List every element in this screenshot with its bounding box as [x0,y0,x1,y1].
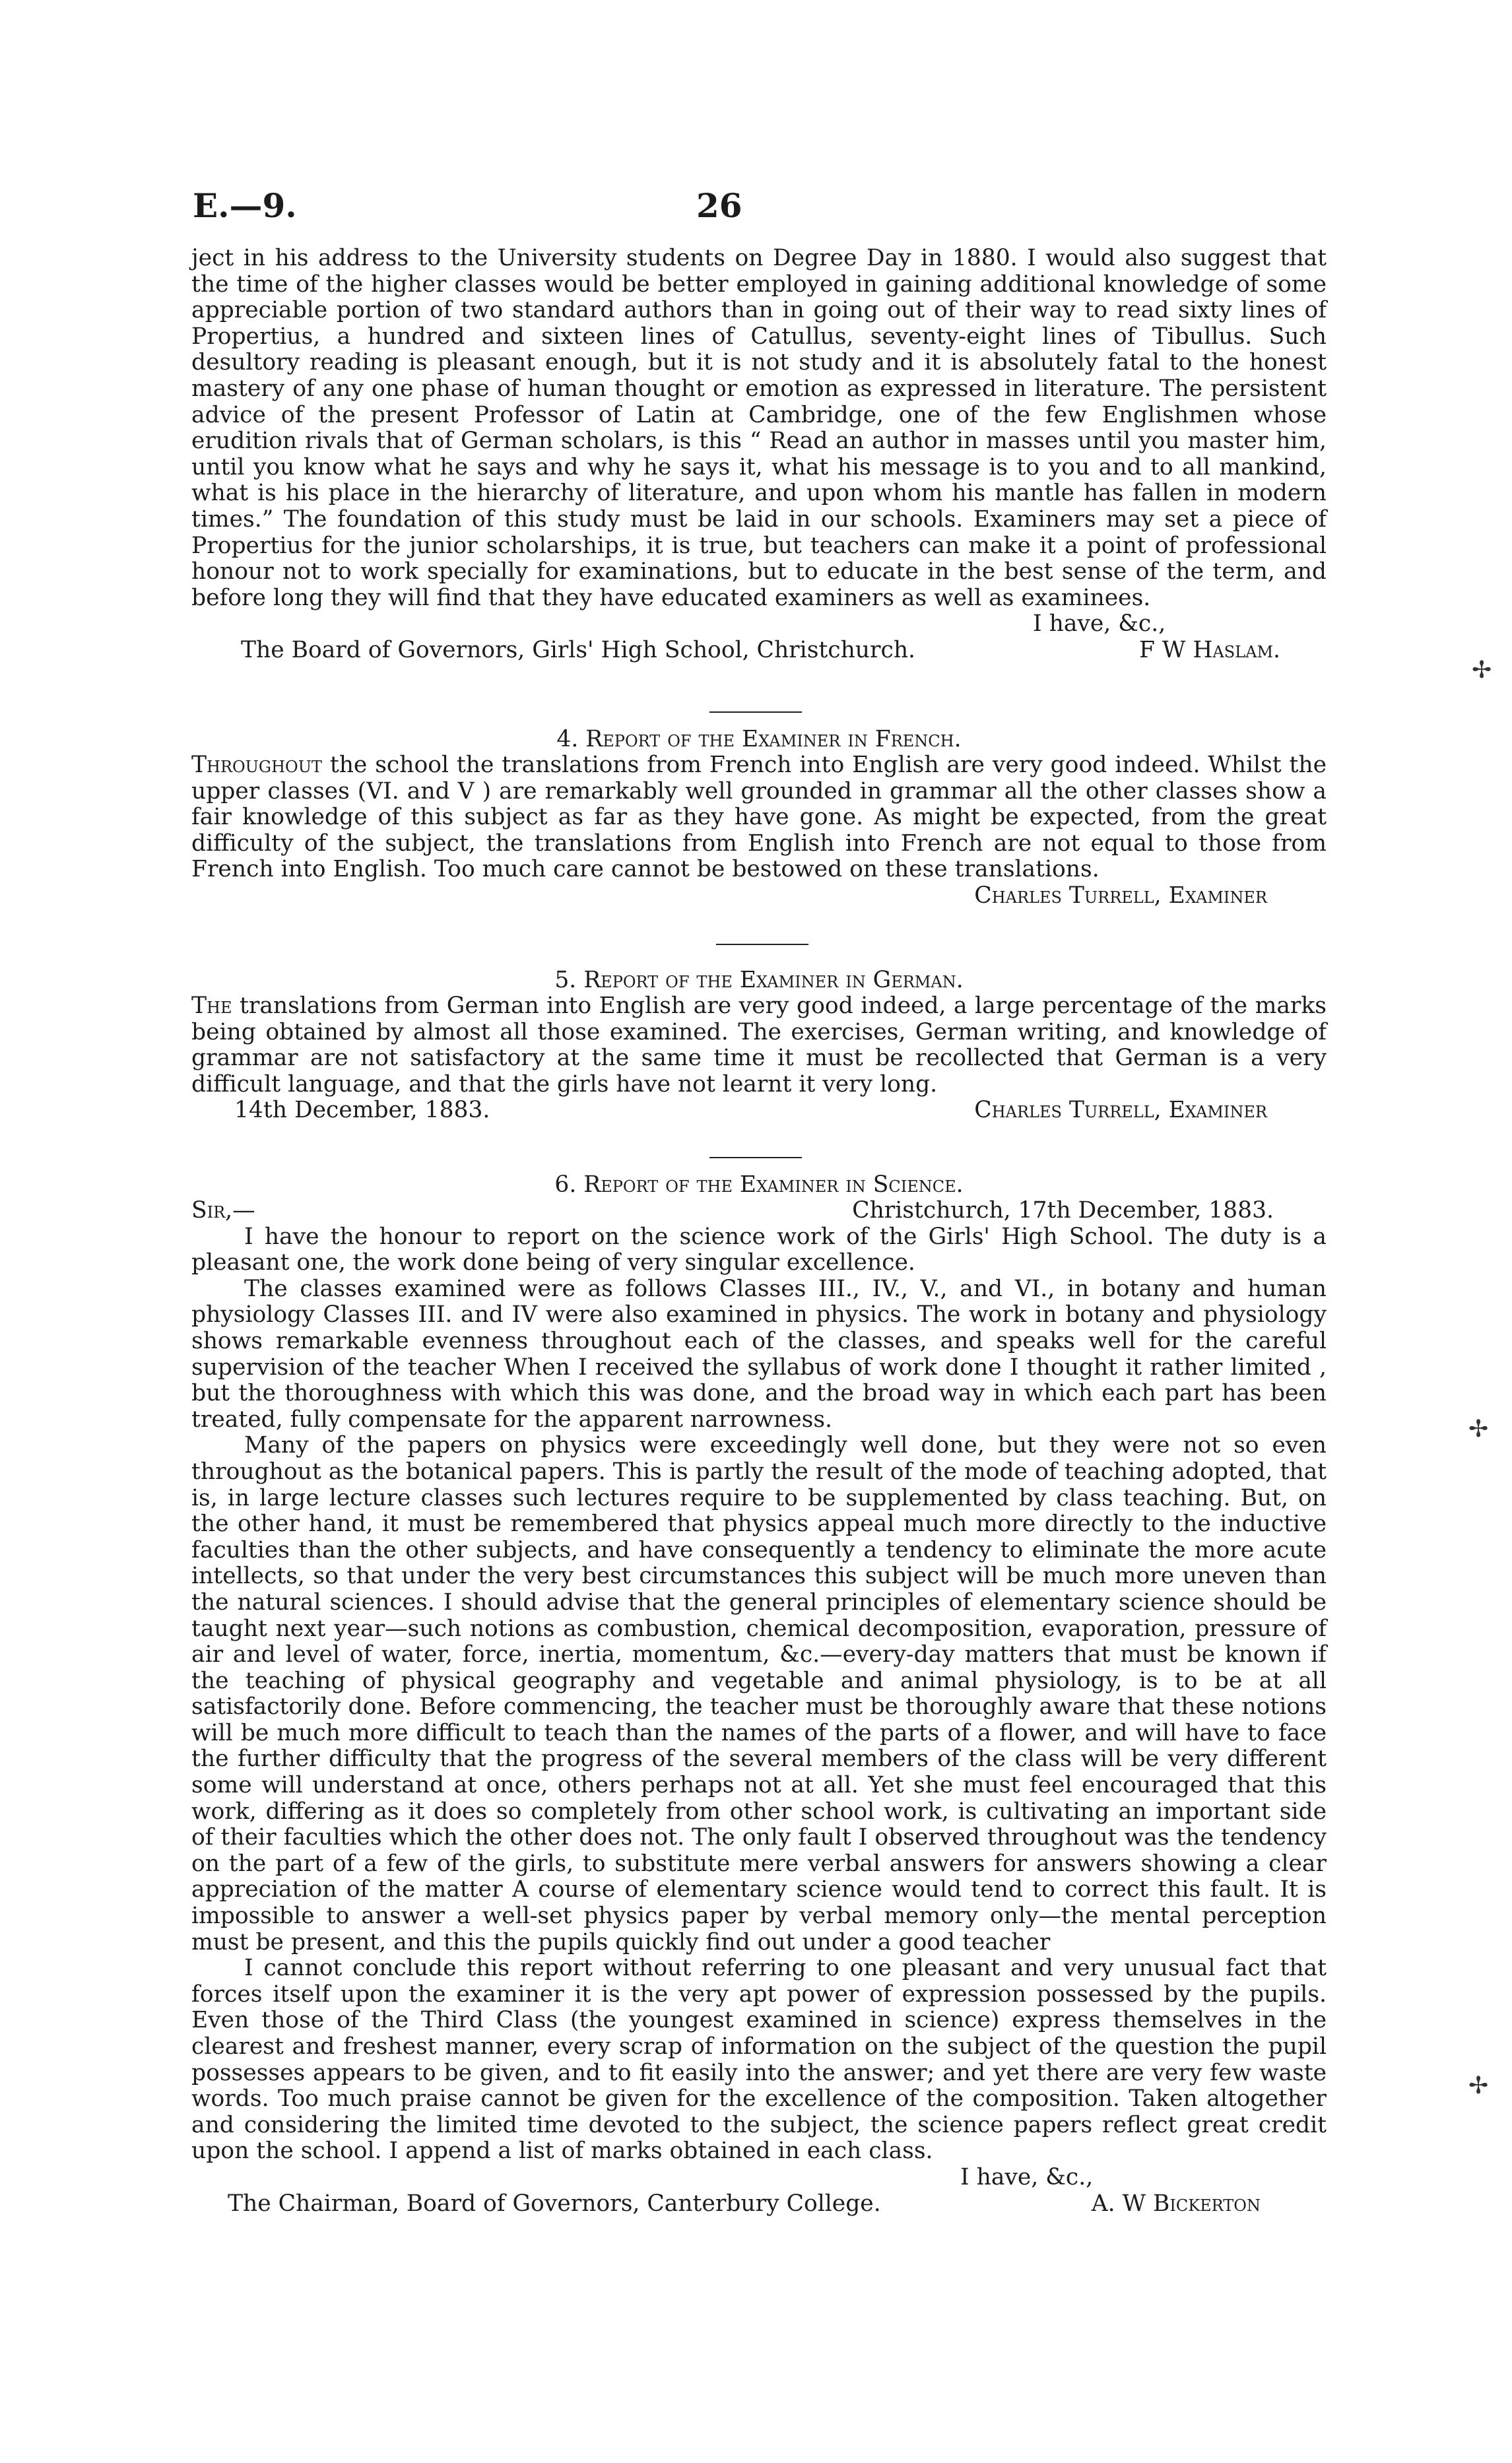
german-heading: 5. Report of the Examiner in German. [554,967,964,993]
science-paragraph-4: I cannot conclude this report without referring to one pleasant and very unusual fact that forces itself upon the examiner it is the very apt power of expression possessed by the pupils. Even those of the Third Class (the youngest examined in science) express themselves in the clearest and freshest manner, every scrap of information on the subject of the question the pupil possesses appears to be given, and to fit easily into the answer; and yet there are very few waste words. Too much praise cannot be given for the excellence of the composition. Taken altogether and considering the limited time devoted to the subject, the science papers reflect great credit upon the school. I append a list of marks obtained in each class. [191,1955,1327,2165]
german-date-signature-row [191,1098,1327,1124]
margin-mark-icon: ✢ [1468,1416,1489,1443]
haslam-paragraph: ject in his address to the University students on Degree Day in 1880. I would also suggest that the time of the higher classes would be better employed in gaining additional knowledge of some appreciable portion of two standard authors than in going out of their way to read sixty lines of Propertius, a hundred and sixteen lines of Catullus, seventy-eight lines of Tibullus. Such desultory reading is pleasant enough, but it is not study and it is absolutely fatal to the honest mastery of any one phase of human thought or emotion as expressed in literature. The persistent advice of the present Professor of Latin at Cambridge, one of the few Englishmen whose erudition rivals that of German scholars, is this “ Read an author in masses until you master him, until you know what he says and why he says it, what his message is to you and to all mankind, what is his place in the hierarchy of literature, and upon whom his mantle has fallen in modern times.” The foundation of this study must be laid in our schools. Examiners may set a piece of Propertius for the junior scholarships, it is true, but teachers can make it a point of professional honour not to work specially for examinations, but to educate in the best sense of the term, and before long they will find that they have educated examiners as well as examinees. [191,245,1327,611]
science-addressee: The Chairman, Board of Governors, Canterbury College. [228,2190,881,2217]
science-paragraph-3: Many of the papers on physics were exceedingly well done, but they were not so even throughout as the botanical papers. This is partly the result of the mode of teaching adopted, that is, in large lecture classes such lectures require to be supplemented by class teaching. But, on the other hand, it must be remembered that physics appeal much more directly to the inductive faculties than the other subjects, and have consequently a tendency to eliminate the more acute intellects, so that under the very best circumstances this subject will be much more uneven than the natural sciences. I should advise that the general principles of elementary science should be taught next year—such notions as combustion, chemical decomposition, evaporation, pressure of air and level of water, force, inertia, momentum, &c.—every-day matters that must be known if the teaching of physical geography and vegetable and animal physiology, is to be at all satisfactorily done. Before commencing, the teacher must be thoroughly aware that these notions will be much more difficult to teach than the names of the parts of a flower, and will have to face the further difficulty that the progress of the several members of the class will be very different some will understand at once, others perhaps not at all. Yet she must feel encouraged that this work, differing as it does so completely from other school work, is cultivating an important side of their faculties which the other does not. The only fault I observed throughout was the tendency on the part of a few of the girls, to substitute mere verbal answers for answers showing a clear appreciation of the matter A course of elementary science would tend to correct this fault. It is impossible to answer a well-set physics paper by verbal memory only—the mental perception must be present, and this the pupils quickly find out under a good teacher [191,1432,1327,1955]
haslam-signature: F W Haslam. [1138,636,1280,663]
haslam-closing: I have, &c., [1033,610,1166,638]
science-paragraph-1: I have the honour to report on the science work of the Girls' High School. The duty is a pleasant one, the work done being of very singular excellence. [191,1223,1327,1276]
french-signature: Charles Turrell, Examiner [974,882,1267,909]
french-paragraph: the school the translations from French into English are very good indeed. Whilst the upper classes (VI. and V ) are remarkably well grounded in grammar all the other classes show a fair knowledge of this subject as far as they have gone. As might be expected, from the great difficulty of the subject, the translations from English into French are not equal to those from French into English. Too much care cannot be bestowed on these translations. [191,752,1327,883]
german-date: 14th December, 1883. [234,1097,490,1124]
science-closing: I have, &c., [960,2163,1094,2190]
science-heading: 6. Report of the Examiner in Science. [554,1171,964,1198]
margin-mark-icon: ✢ [1468,2072,1489,2099]
science-signature-row [191,2191,1327,2217]
section-divider [716,944,808,945]
science-report-section [191,1171,1327,2217]
science-salutation: Sir,— [191,1197,255,1224]
science-place-date: Christchurch, 17th December, 1883. [852,1197,1274,1224]
science-salutation-row [191,1198,1327,1224]
french-report-section [191,726,1327,909]
french-lead-word: Throughout [191,752,322,778]
german-lead-word: The [191,993,232,1019]
german-paragraph: translations from German into English are very good indeed, a large percentage of the marks being obtained by almost all those examined. The exercises, German writing, and knowledge of grammar are not satisfactory at the same time it must be recollected that German is a very difficult language, and that the girls have not learnt it very long. [191,993,1327,1098]
document-reference: E.—9. [193,186,297,225]
section-divider [709,1157,802,1158]
margin-mark-icon: ✢ [1472,657,1492,684]
science-signature: A. W Bickerton [1091,2190,1261,2217]
french-heading: 4. Report of the Examiner in French. [556,726,962,752]
haslam-addressee: The Board of Governors, Girls' High School, Christchurch. [241,636,916,663]
german-report-section [191,967,1327,1124]
haslam-report-section [191,246,1327,664]
german-signature: Charles Turrell, Examiner [974,1097,1267,1124]
page-number: 26 [696,186,742,225]
science-paragraph-2: The classes examined were as follows Classes III., IV., V., and VI., in botany and human physiology Classes III. and IV were also examined in physics. The work in botany and physiology shows remarkable evenness throughout each of the classes, and speaks well for the careful supervision of the teacher When I received the syllabus of work done I thought it rather limited , but the thoroughness with which this was done, and the broad way in which each part has been treated, fully compensate for the apparent narrowness. [191,1275,1327,1433]
haslam-signature-row [191,638,1327,664]
section-divider [709,711,802,713]
